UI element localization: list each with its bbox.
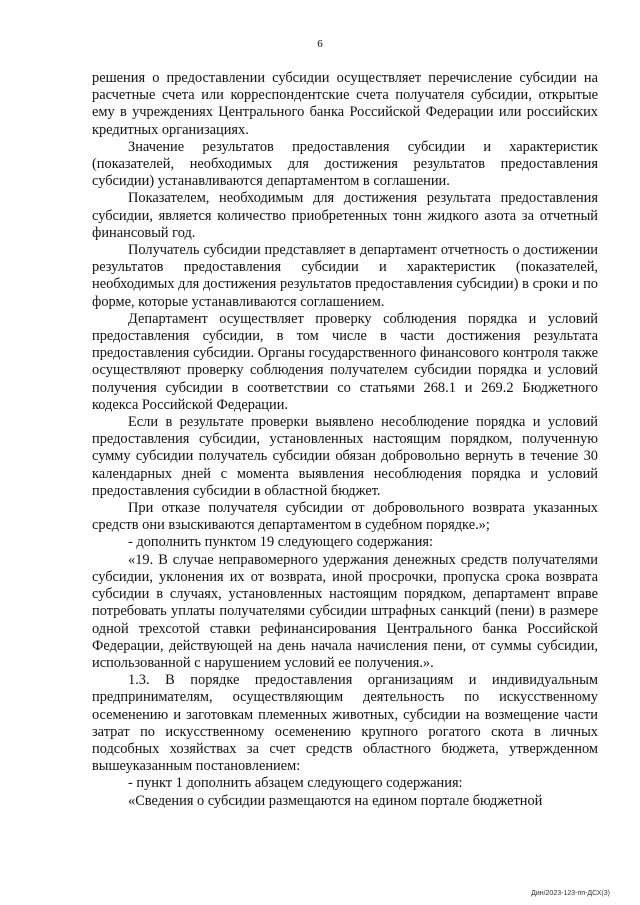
paragraph-2: Значение результатов предоставления субсидии и характеристик (показателей, необходимых для достижения результатов предоставления субсидии) устанавливаются департаментом в соглашении. — [92, 138, 598, 190]
paragraph-6: Если в результате проверки выявлено несоблюдение порядка и условий предоставления субсидии, установленных настоящим порядком, полученную сумму субсидии получатель субсидии обязан добровольно вернуть в течение 30 календарных дней с момента выявления несоблюдения порядка и условий предоставления субсидии в областной бюджет. — [92, 414, 598, 499]
paragraph-11: - пункт 1 дополнить абзацем следующего содержания: — [128, 775, 463, 792]
paragraph-12: «Сведения о субсидии размещаются на едином портале бюджетной — [128, 792, 543, 809]
paragraph-10: 1.3. В порядке предоставления организациям и индивидуальным предпринимателям, осуществляющим деятельность по искусственному осеменению и заготовкам племенных животных, субсидии на возмещение части затрат по искусственному осеменению крупного рогатого скота в личных подсобных хозяйствах за счет средств областного бюджета, утвержденном вышеуказанным постановлением: — [92, 672, 598, 775]
paragraph-5: Департамент осуществляет проверку соблюдения порядка и условий предоставления субсидии, в том числе в части достижения результата предоставления субсидии. Органы государственного финансового контроля также осуществляют проверку соблюдения получателем субсидии порядка и условий получения субсидии в соответствии со статьями 268.1 и 269.2 Бюджетного кодекса Российской Федерации. — [92, 310, 598, 413]
paragraph-7: При отказе получателя субсидии от добровольного возврата указанных средств они взыскиваются департаментом в судебном порядке.»; — [92, 500, 598, 534]
paragraph-4: Получатель субсидии представляет в департамент отчетность о достижении результатов предоставления субсидии и характеристик (показателей, необходимых для достижения результатов предоставления субсидии) в сроки и по форме, которые устанавливаются соглашением. — [92, 242, 598, 310]
document-body — [92, 70, 598, 810]
page-number: 6 — [317, 38, 323, 50]
paragraph-1: решения о предоставлении субсидии осуществляет перечисление субсидии на расчетные счета или корреспондентские счета получателя субсидии, открытые ему в учреждениях Центрального банка Российской Федерации или российских кредитных организациях. — [92, 70, 598, 138]
document-code: Дин/2023-123-пп-ДСХ(3) — [531, 890, 610, 897]
paragraph-8: - дополнить пунктом 19 следующего содержания: — [128, 534, 434, 551]
paragraph-9: «19. В случае неправомерного удержания денежных средств получателями субсидии, уклонения их от возврата, иной просрочки, пропуска срока возврата субсидии в случаях, установленных настоящим порядком, департамент вправе потребовать уплаты получателями субсидии штрафных санкций (пени) в размере одной трехсотой ставки рефинансирования Центрального банка Российской Федерации, действующей на день начала начисления пени, от суммы субсидии, использованной с нарушением условий ее получения.». — [92, 551, 598, 671]
paragraph-3: Показателем, необходимым для достижения результата предоставления субсидии, является количество приобретенных тонн жидкого азота за отчетный финансовый год. — [92, 190, 598, 241]
